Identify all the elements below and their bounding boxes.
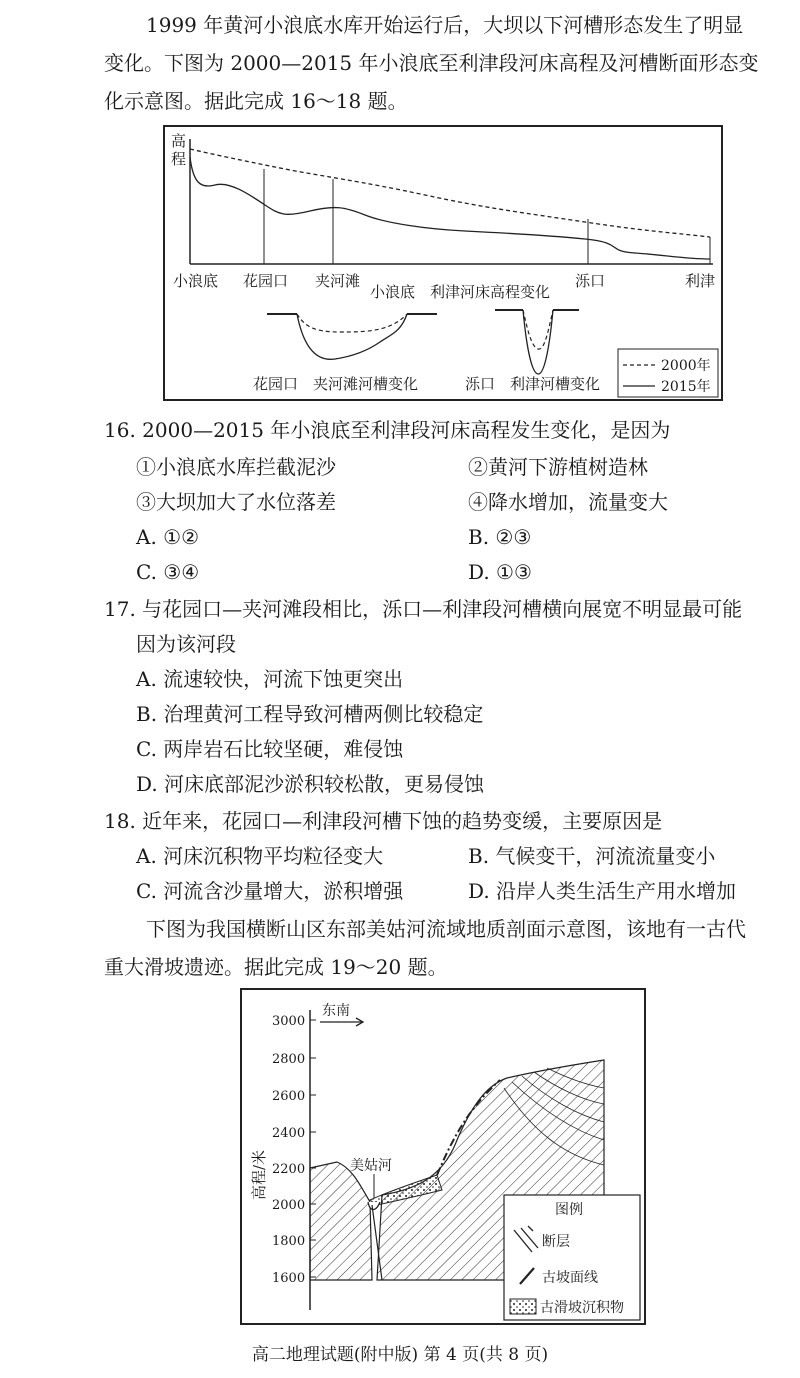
riverbed-profile-svg (165, 127, 721, 399)
intro-1-line-2: 变化。下图为 2000—2015 年小浪底至利津段河床高程及河槽断面形态变 (104, 51, 759, 75)
q17-stem-line-2: 因为该河段 (136, 632, 236, 656)
station-lijin: 利津 (685, 272, 716, 290)
direction-label: 东南 (322, 1003, 350, 1019)
legend-fault-label: 断层 (542, 1234, 570, 1250)
section-left-2000 (297, 314, 407, 332)
legend-ancient-slope-label: 古坡面线 (542, 1270, 598, 1286)
q18-choice-b[interactable]: B. 气候变干，河流流量变小 (468, 844, 716, 868)
section-legend-title: 图例 (555, 1202, 583, 1218)
profile-2000-line (190, 149, 710, 237)
section-left-2015 (297, 314, 407, 359)
legend-2015-label: 2015年 (661, 379, 711, 395)
y-tick-1600: 1600 (272, 1271, 306, 1286)
section-right-2015 (523, 310, 553, 374)
q17-choice-d[interactable]: D. 河床底部泥沙淤积较松散，更易侵蚀 (136, 772, 485, 796)
q16-choice-c[interactable]: C. ③④ (136, 560, 200, 584)
q18-choice-c[interactable]: C. 河流含沙量增大，淤积增强 (136, 879, 404, 903)
intro-1-line-3: 化示意图。据此完成 16～18 题。 (104, 89, 408, 113)
station-luokou: 泺口 (575, 272, 606, 290)
q16-opt-4: ④降水增加，流量变大 (468, 490, 668, 514)
figure-riverbed-profile (163, 125, 723, 401)
profile-caption: 小浪底 利津河床高程变化 (370, 283, 551, 301)
q16-choice-a[interactable]: A. ①② (136, 525, 200, 549)
page-footer: 高二地理试题(附中版) 第 4 页(共 8 页) (251, 1345, 549, 1365)
y-tick-2200: 2200 (272, 1162, 306, 1177)
station-huayuankou: 花园口 (243, 272, 289, 290)
q17-stem-line-1: 17. 与花园口—夹河滩段相比，泺口—利津段河槽横向展宽不明显最可能 (104, 597, 743, 621)
q18-stem: 18. 近年来，花园口—利津段河槽下蚀的趋势变缓，主要原因是 (104, 809, 663, 833)
legend-2000-label: 2000年 (661, 358, 711, 374)
y-tick-2400: 2400 (272, 1126, 306, 1141)
y-axis-label-char-1: 高 (171, 132, 187, 150)
y-tick-2800: 2800 (272, 1052, 306, 1067)
q17-choice-b[interactable]: B. 治理黄河工程导致河槽两侧比较稳定 (136, 702, 484, 726)
q16-opt-2: ②黄河下游植树造林 (468, 455, 648, 479)
y-tick-3000: 3000 (272, 1014, 306, 1029)
section-y-axis-label: 高程/米 (250, 1149, 268, 1200)
intro-2-line-1: 下图为我国横断山区东部美姑河流域地质剖面示意图，该地有一古代 (146, 917, 746, 941)
section-caption-right: 泺口 利津河槽变化 (465, 375, 601, 393)
y-tick-1800: 1800 (272, 1234, 306, 1249)
legend-landslide-icon (510, 1299, 536, 1314)
section-caption-left: 花园口 夹河滩河槽变化 (253, 375, 419, 393)
q16-opt-1: ①小浪底水库拦截泥沙 (136, 455, 336, 479)
legend-landslide-label: 古滑坡沉积物 (540, 1300, 624, 1316)
q18-choice-d[interactable]: D. 沿岸人类生活生产用水增加 (468, 879, 737, 903)
intro-1-line-1: 1999 年黄河小浪底水库开始运行后，大坝以下河槽形态发生了明显 (146, 13, 744, 37)
station-xiaolangdi: 小浪底 (173, 272, 219, 290)
q17-choice-c[interactable]: C. 两岸岩石比较坚硬，难侵蚀 (136, 737, 404, 761)
y-tick-2600: 2600 (272, 1089, 306, 1104)
y-tick-2000: 2000 (272, 1198, 306, 1213)
intro-2-line-2: 重大滑坡遗迹。据此完成 19～20 题。 (104, 955, 448, 979)
q16-choice-b[interactable]: B. ②③ (468, 525, 532, 549)
q17-choice-a[interactable]: A. 流速较快，河流下蚀更突出 (136, 667, 404, 691)
profile-2015-line (190, 157, 710, 259)
q16-opt-3: ③大坝加大了水位落差 (136, 490, 336, 514)
figure-geologic-section (240, 988, 646, 1325)
q16-choice-d[interactable]: D. ①③ (468, 560, 532, 584)
left-rock-body (310, 1162, 372, 1280)
station-jiahetan: 夹河滩 (315, 272, 361, 290)
geologic-section-svg (242, 990, 644, 1323)
river-label: 美姑河 (350, 1158, 392, 1174)
y-axis-label-char-2: 程 (171, 150, 187, 168)
q18-choice-a[interactable]: A. 河床沉积物平均粒径变大 (136, 844, 384, 868)
q16-stem: 16. 2000—2015 年小浪底至利津段河床高程发生变化，是因为 (104, 418, 671, 442)
